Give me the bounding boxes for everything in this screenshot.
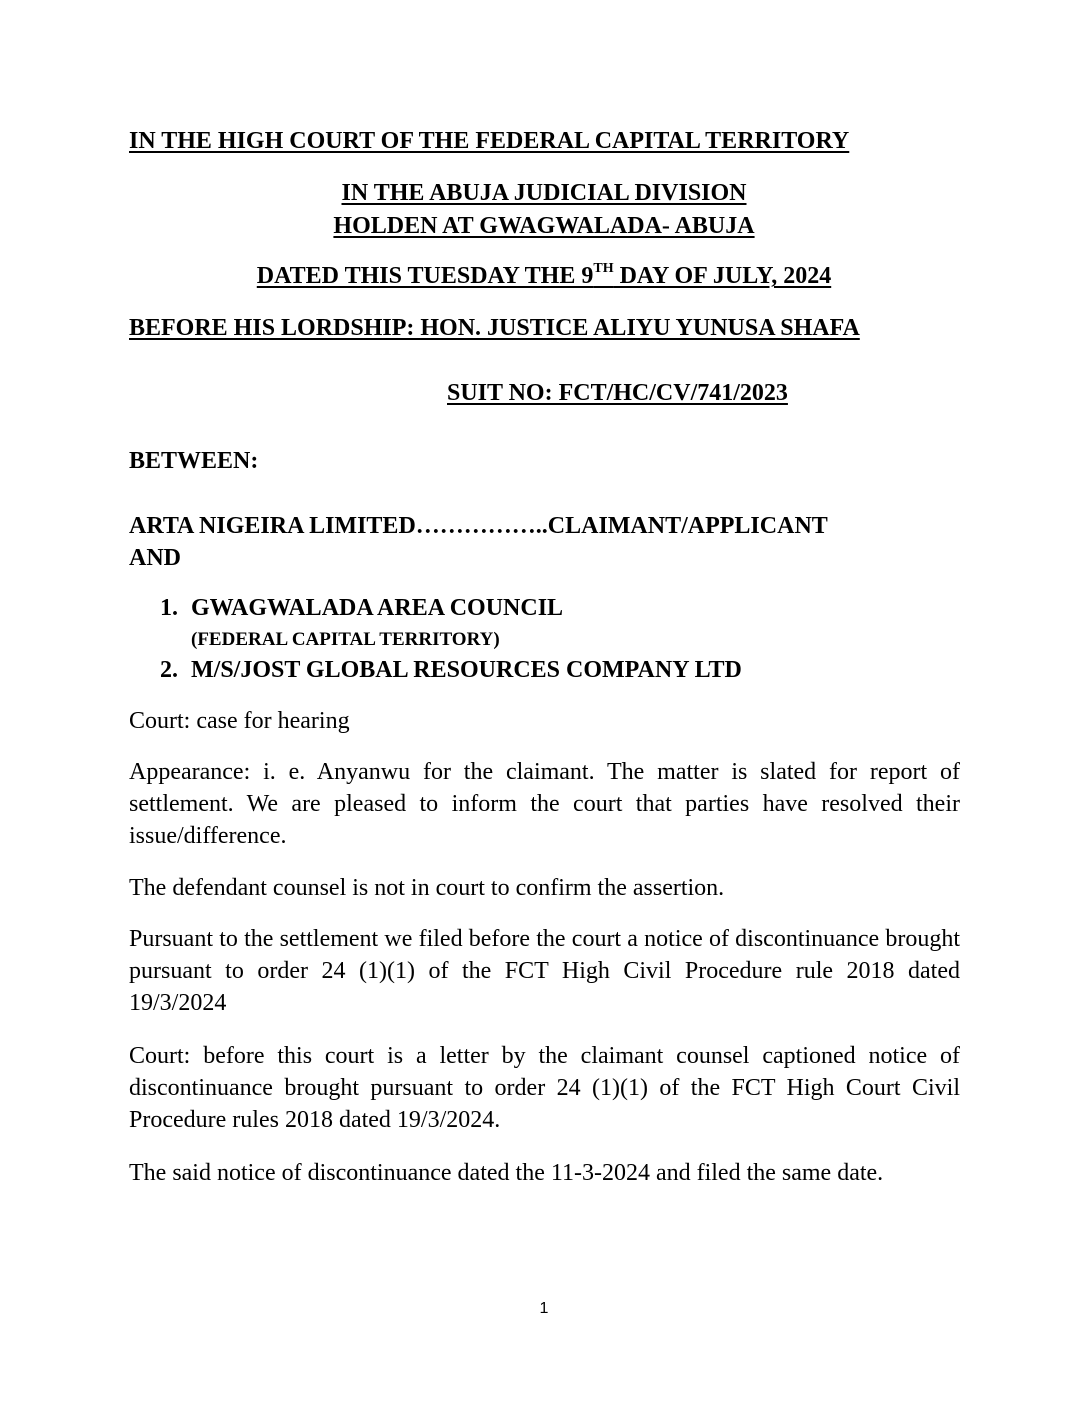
defendant-1-number: 1. [160, 595, 178, 621]
between-label: BETWEEN: [129, 448, 259, 474]
paragraph-court-letter: Court: before this court is a letter by the claimant counsel captioned notice of discontinuance brought pursuant to order 24 (1)(1) of the FCT High Court Civil Procedure rules 2018 dated 19/3/2024. [129, 1043, 960, 1133]
holden-line: HOLDEN AT GWAGWALADA- ABUJA [333, 213, 755, 239]
and-label: AND [129, 545, 181, 571]
suit-number: SUIT NO: FCT/HC/CV/741/2023 [447, 380, 788, 406]
page-number: 1 [539, 1300, 549, 1317]
court-title: IN THE HIGH COURT OF THE FEDERAL CAPITAL TERRITORY [129, 128, 850, 154]
before-line: BEFORE HIS LORDSHIP: HON. JUSTICE ALIYU YUNUSA SHAFA [129, 315, 860, 341]
paragraph-pursuant: Pursuant to the settlement we filed before the court a notice of discontinuance brought pursuant to order 24 (1)(1) of the FCT High Civil Procedure rule 2018 dated 19/3/2024 [129, 926, 960, 1016]
date-prefix: DATED THIS TUESDAY THE 9 [256, 263, 594, 289]
defendant-2 [160, 657, 742, 684]
defendant-2-number: 2. [160, 657, 178, 683]
paragraph-appearance: Appearance: i. e. Anyanwu for the claimant. The matter is slated for report of settlement. We are pleased to inform the court that parties have resolved their issue/difference. [129, 759, 960, 849]
paragraph-court-hearing: Court: case for hearing [129, 708, 350, 734]
defendant-1-subtitle: (FEDERAL CAPITAL TERRITORY) [191, 629, 500, 650]
paragraph-defendant-counsel: The defendant counsel is not in court to confirm the assertion. [129, 875, 725, 901]
defendant-1 [160, 595, 563, 622]
date-line [0, 263, 1088, 290]
date-superscript: TH [593, 261, 614, 276]
defendant-1-name: GWAGWALADA AREA COUNCIL [191, 595, 564, 621]
claimant-line: ARTA NIGEIRA LIMITED……………..CLAIMANT/APPLICANT [129, 513, 828, 539]
paragraph-notice: The said notice of discontinuance dated the 11-3-2024 and filed the same date. [129, 1160, 884, 1186]
defendant-2-name: M/S/JOST GLOBAL RESOURCES COMPANY LTD [191, 657, 742, 683]
date-suffix: DAY OF JULY, 2024 [613, 263, 832, 289]
division-line: IN THE ABUJA JUDICIAL DIVISION [341, 180, 747, 206]
